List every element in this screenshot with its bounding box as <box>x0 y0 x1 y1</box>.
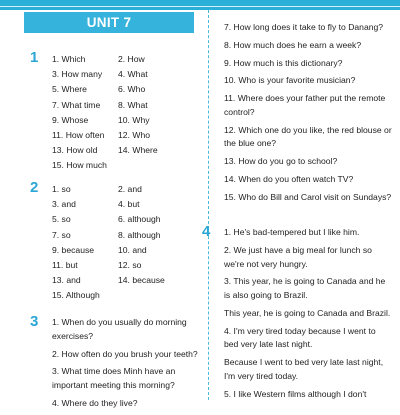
answer-item: 2. and <box>118 184 142 194</box>
answer-item: 3. What time does Minh have an important meeting this morning? <box>52 366 176 390</box>
answer-item: 4. What <box>118 69 148 80</box>
exercise-2 <box>30 179 198 304</box>
answer-item: 4. I'm very tired today because I went to bed very late last night. <box>224 325 376 350</box>
answer-item: 2. How <box>118 54 145 64</box>
answer-item: 1. When do you usually do morning exercises? <box>52 317 187 341</box>
answer-item: 15. Who do Bill and Carol visit on Sundays? <box>224 191 392 202</box>
answer-item: 7. How long does it take to fly to Danang? <box>224 22 384 32</box>
answer-item: 10. Why <box>118 114 150 125</box>
answer-item: 15. How much <box>52 160 107 171</box>
exercise-number: 2 <box>30 179 39 196</box>
answer-list <box>52 316 207 411</box>
answer-item: 1. He's bad-tempered but I like him. <box>224 227 360 237</box>
answer-item: 11. How often <box>52 130 105 141</box>
answer-item: 5. I like Western films although I don't <box>224 388 367 399</box>
answer-item: 13. How old <box>52 145 98 156</box>
answer-item: 14. because <box>118 275 165 286</box>
answer-item: 9. How much is this dictionary? <box>224 57 343 68</box>
answer-grid <box>52 52 198 174</box>
answer-item: 4. but <box>118 199 140 210</box>
answer-list <box>224 226 392 401</box>
exercise-4 <box>202 223 392 405</box>
answer-item: 7. so <box>52 229 71 240</box>
exercise-number: 3 <box>30 313 39 330</box>
answer-item: 3. This year, he is going to Canada and he is also going to Brazil. <box>224 276 386 300</box>
answer-item: This year, he is going to Canada and Brazil. <box>224 307 391 318</box>
answer-item: 13. and <box>52 275 81 286</box>
exercise-1 <box>30 49 198 174</box>
answer-item: 13. How do you go to school? <box>224 156 338 167</box>
answer-item: 6. Who <box>118 84 146 95</box>
column-divider <box>208 10 209 400</box>
answer-item: 2. How often do you brush your teeth? <box>52 348 198 359</box>
answer-item: Because I went to bed very late last night, I'm very tired today. <box>224 357 384 381</box>
unit-title: UNIT 7 <box>24 12 194 33</box>
answer-item: 10. and <box>118 244 147 255</box>
answer-item: 12. so <box>118 260 142 271</box>
exercise-number: 4 <box>202 223 211 240</box>
answer-item: 3. How many <box>52 69 103 80</box>
answer-item: 9. Whose <box>52 114 89 125</box>
answer-item: 5. so <box>52 214 71 225</box>
answer-item: 1. so <box>52 184 71 194</box>
answer-list <box>224 21 392 204</box>
answer-item: 12. Which one do you like, the red blouse or the blue one? <box>224 124 392 149</box>
answer-item: 10. Who is your favorite musician? <box>224 75 356 86</box>
answer-item: 7. What time <box>52 99 101 110</box>
answer-item: 8. although <box>118 229 161 240</box>
answer-item: 15. Although <box>52 290 100 301</box>
answer-item: 5. Where <box>52 84 87 95</box>
answer-item: 6. although <box>118 214 161 225</box>
answer-item: 2. We just have a big meal for lunch so we're not very hungry. <box>224 244 372 269</box>
answer-grid <box>52 182 198 304</box>
answer-item: 8. What <box>118 99 148 110</box>
answer-item: 14. Where <box>118 145 158 156</box>
answer-item: 8. How much does he earn a week? <box>224 39 362 50</box>
top-banner <box>0 0 400 10</box>
answer-item: 11. but <box>52 260 78 271</box>
answer-item: 1. Which <box>52 54 86 64</box>
answer-item: 4. Where do they live? <box>52 397 138 408</box>
answer-item: 9. because <box>52 244 95 255</box>
answer-item: 12. Who <box>118 130 151 141</box>
answer-item: 14. When do you often watch TV? <box>224 173 354 184</box>
exercise-3-continued <box>224 21 392 209</box>
answer-item: 3. and <box>52 199 76 210</box>
answer-item: 11. Where does your father put the remote control? <box>224 93 386 117</box>
exercise-number: 1 <box>30 49 39 66</box>
